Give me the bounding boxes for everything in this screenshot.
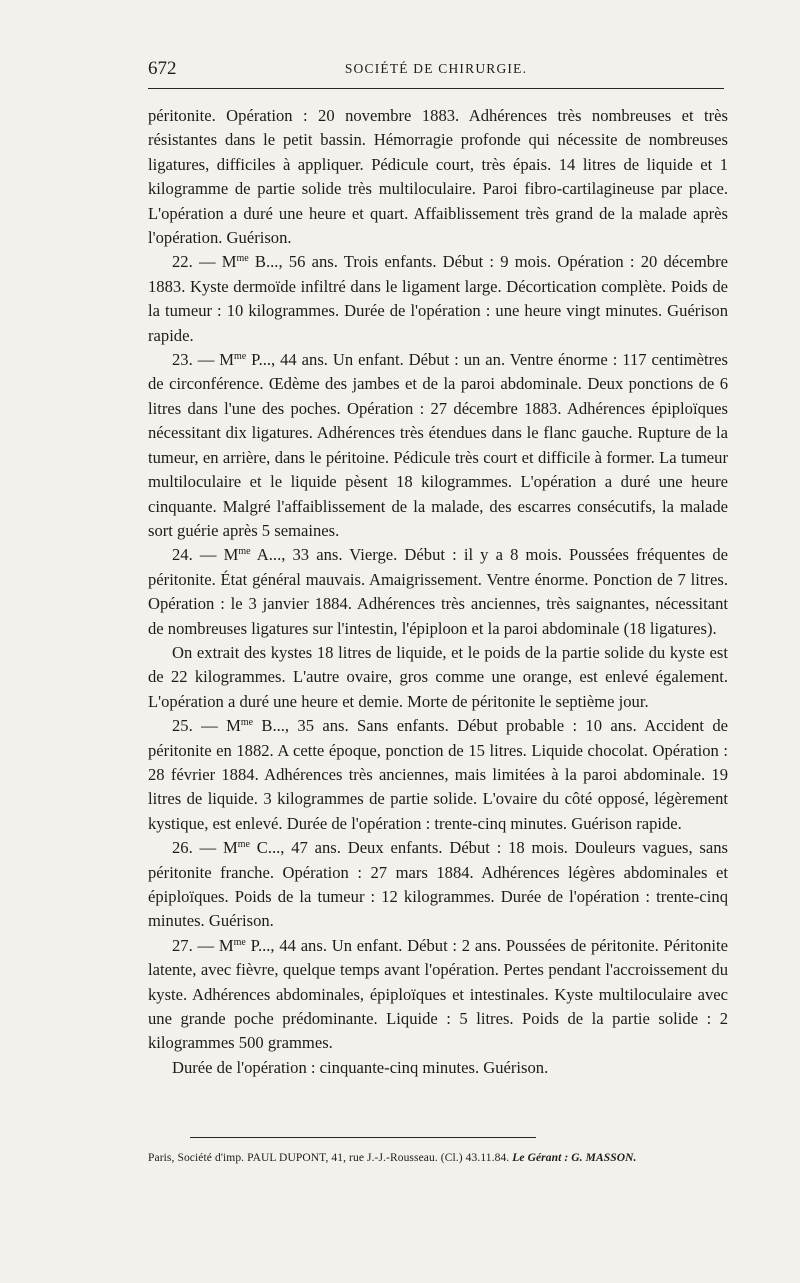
case-25: 25. — $M^{me}$ B..., 35 ans. Sans enfants. Début probable : 10 ans. Accident de péritonite en 1882. A cette époque, ponction de 15 litres. Liquide chocolat. Opération : 28 février 1884. Adhérences très anciennes, mais limitées à la paroi abdominale. 19 litres de liquide. 3 kilogrammes de partie solide. L'ovaire du côté opposé, légèrement kystique, est enlevé. Durée de l'opération : trente-cinq minutes. Guérison rapide. xyxy=(148,716,729,833)
paragraph-continuation: péritonite. Opération : 20 novembre 1883. Adhérences très nombreuses et très résistantes dans le petit bassin. Hémorragie profonde qui nécessite de nombreuses ligatures, difficiles à appliquer. Pédicule court, très épais. 14 litres de liquide et 1 kilogramme de partie solide très multiloculaire. Paroi fibro-cartilagineuse par place. L'opération a duré une heure et quart. Affaiblissement très grand de la malade après l'opération. Guérison. xyxy=(148,106,728,248)
case-number: 23. xyxy=(172,350,193,370)
case-23: 23. — $M^{me}$ P..., 44 ans. Un enfant. Début : un an. Ventre énorme : 117 centimètres de circonférence. Œdème des jambes et de la paroi abdominale. Deux ponctions de 6 litres dans l'une des poches. Opération : 27 décembre 1883. Adhérences épiploïques nécessitant dix ligatures. Adhérences très étendues dans le flanc gauche. Rupture de la tumeur, en arrière, dans le péritoine. Pédicule très court et difficile à former. La tumeur multiloculaire et le liquide pèsent 18 kilogrammes. L'opération a duré une heure cinquante. Malgré l'affaiblissement de la malade, des escarres consécutifs, la malade sort guérie après 5 semaines. xyxy=(148,350,728,540)
case-text: B..., 56 ans. Trois enfants. Début : 9 mois. Opération : 20 décembre 1883. Kyste dermoïde infiltré dans le ligament large. Décortication complète. Poids de la tumeur : 10 kilogrammes. Durée de l'opération : une heure vingt minutes. Guérison rapide. xyxy=(148,252,728,345)
gerant-signature: Le Gérant : G. MASSON. xyxy=(512,1152,637,1164)
case-number: 26. xyxy=(172,838,193,858)
case-26: 26. — $M^{me}$ C..., 47 ans. Deux enfants. Début : 18 mois. Douleurs vagues, sans péritonite franche. Opération : 27 mars 1884. Adhérences légères abdominales et épiploïques. Poids de la tumeur : 12 kilogrammes. Durée de l'opération : trente-cinq minutes. Guérison. xyxy=(148,838,728,931)
case-27: 27. — $M^{me}$ P..., 44 ans. Un enfant. Début : 2 ans. Poussées de péritonite. Péritonite latente, avec fièvre, quelque temps avant l'opération. Pertes pendant l'accroissement du kyste. Adhérences abdominales, épiploïques et intestinales. Kyste multiloculaire avec une grande poche prédominante. Liquide : 5 litres. Poids de la partie solide : 2 kilogrammes 500 grammes. xyxy=(148,935,728,1053)
case-number: 27. xyxy=(172,935,193,955)
paragraph-extraction: On extrait des kystes 18 litres de liquide, et le poids de la partie solide du kyste est de 22 kilogrammes. L'autre ovaire, gros comme une orange, est enlevé également. L'opération a duré une heure et demie. Morte de péritonite le septième jour. xyxy=(148,642,728,711)
page-header xyxy=(148,58,724,82)
case-number: 25. xyxy=(172,716,193,736)
header-rule xyxy=(148,88,724,89)
case-text: B..., 35 ans. Sans enfants. Début probable : 10 ans. Accident de péritonite en 1882. A cette époque, ponction de 15 litres. Liquide chocolat. Opération : 28 février 1884. Adhérences très anciennes, mais limitées à la paroi abdominale. 19 litres de liquide. 3 kilogrammes de partie solide. L'ovaire du côté opposé, légèrement kystique, est enlevé. Durée de l'opération : trente-cinq minutes. Guérison rapide. xyxy=(148,716,729,833)
running-head: SOCIÉTÉ DE CHIRURGIE. xyxy=(344,61,528,76)
footer-rule xyxy=(190,1137,536,1138)
case-text: A..., 33 ans. Vierge. Début : il y a 8 mois. Poussées fréquentes de péritonite. État général mauvais. Amaigrissement. Ventre énorme. Ponction de 7 litres. Opération : le 3 janvier 1884. Adhérences très anciennes, très saignantes, nécessitant de nombreuses ligatures sur l'intestin, l'épiploon et la paroi abdominale (18 ligatures). xyxy=(148,545,728,638)
case-24: 24. — $M^{me}$ A..., 33 ans. Vierge. Début : il y a 8 mois. Poussées fréquentes de péritonite. État général mauvais. Amaigrissement. Ventre énorme. Ponction de 7 litres. Opération : le 3 janvier 1884. Adhérences très anciennes, très saignantes, nécessitant de nombreuses ligatures sur l'intestin, l'épiploon et la paroi abdominale (18 ligatures). xyxy=(148,545,728,638)
page-number: 672 xyxy=(148,58,177,79)
case-text: P..., 44 ans. Un enfant. Début : 2 ans. Poussées de péritonite. Péritonite latente, avec fièvre, quelque temps avant l'opération. Pertes pendant l'accroissement du kyste. Adhérences abdominales, épiploïques et intestinales. Kyste multiloculaire avec une grande poche prédominante. Liquide : 5 litres. Poids de la partie solide : 2 kilogrammes 500 grammes. xyxy=(148,935,728,1053)
case-number: 22. xyxy=(172,252,193,272)
printer-imprint xyxy=(148,1152,728,1164)
case-number: 24. xyxy=(172,545,193,565)
case-22: 22. — $M^{me}$ B..., 56 ans. Trois enfants. Début : 9 mois. Opération : 20 décembre 1883. Kyste dermoïde infiltré dans le ligament large. Décortication complète. Poids de la tumeur : 10 kilogrammes. Durée de l'opération : une heure vingt minutes. Guérison rapide. xyxy=(148,252,728,345)
paragraph-duration: Durée de l'opération : cinquante-cinq minutes. Guérison. xyxy=(172,1057,549,1077)
body-text xyxy=(148,104,728,1080)
imprint-text: Paris, Société d'imp. PAUL DUPONT, 41, rue J.-J.-Rousseau. (Cl.) 43.11.84. xyxy=(148,1152,510,1164)
case-text: C..., 47 ans. Deux enfants. Début : 18 mois. Douleurs vagues, sans péritonite franche. Opération : 27 mars 1884. Adhérences légères abdominales et épiploïques. Poids de la tumeur : 12 kilogrammes. Durée de l'opération : trente-cinq minutes. Guérison. xyxy=(148,838,728,931)
case-text: P..., 44 ans. Un enfant. Début : un an. Ventre énorme : 117 centimètres de circonférence. Œdème des jambes et de la paroi abdominale. Deux ponctions de 6 litres dans l'une des poches. Opération : 27 décembre 1883. Adhérences épiploïques nécessitant dix ligatures. Adhérences très étendues dans le flanc gauche. Rupture de la tumeur, en arrière, dans le péritoine. Pédicule très court et difficile à former. La tumeur multiloculaire et le liquide pèsent 18 kilogrammes. L'opération a duré une heure cinquante. Malgré l'affaiblissement de la malade, des escarres consécutifs, la malade sort guérie après 5 semaines. xyxy=(148,350,728,540)
